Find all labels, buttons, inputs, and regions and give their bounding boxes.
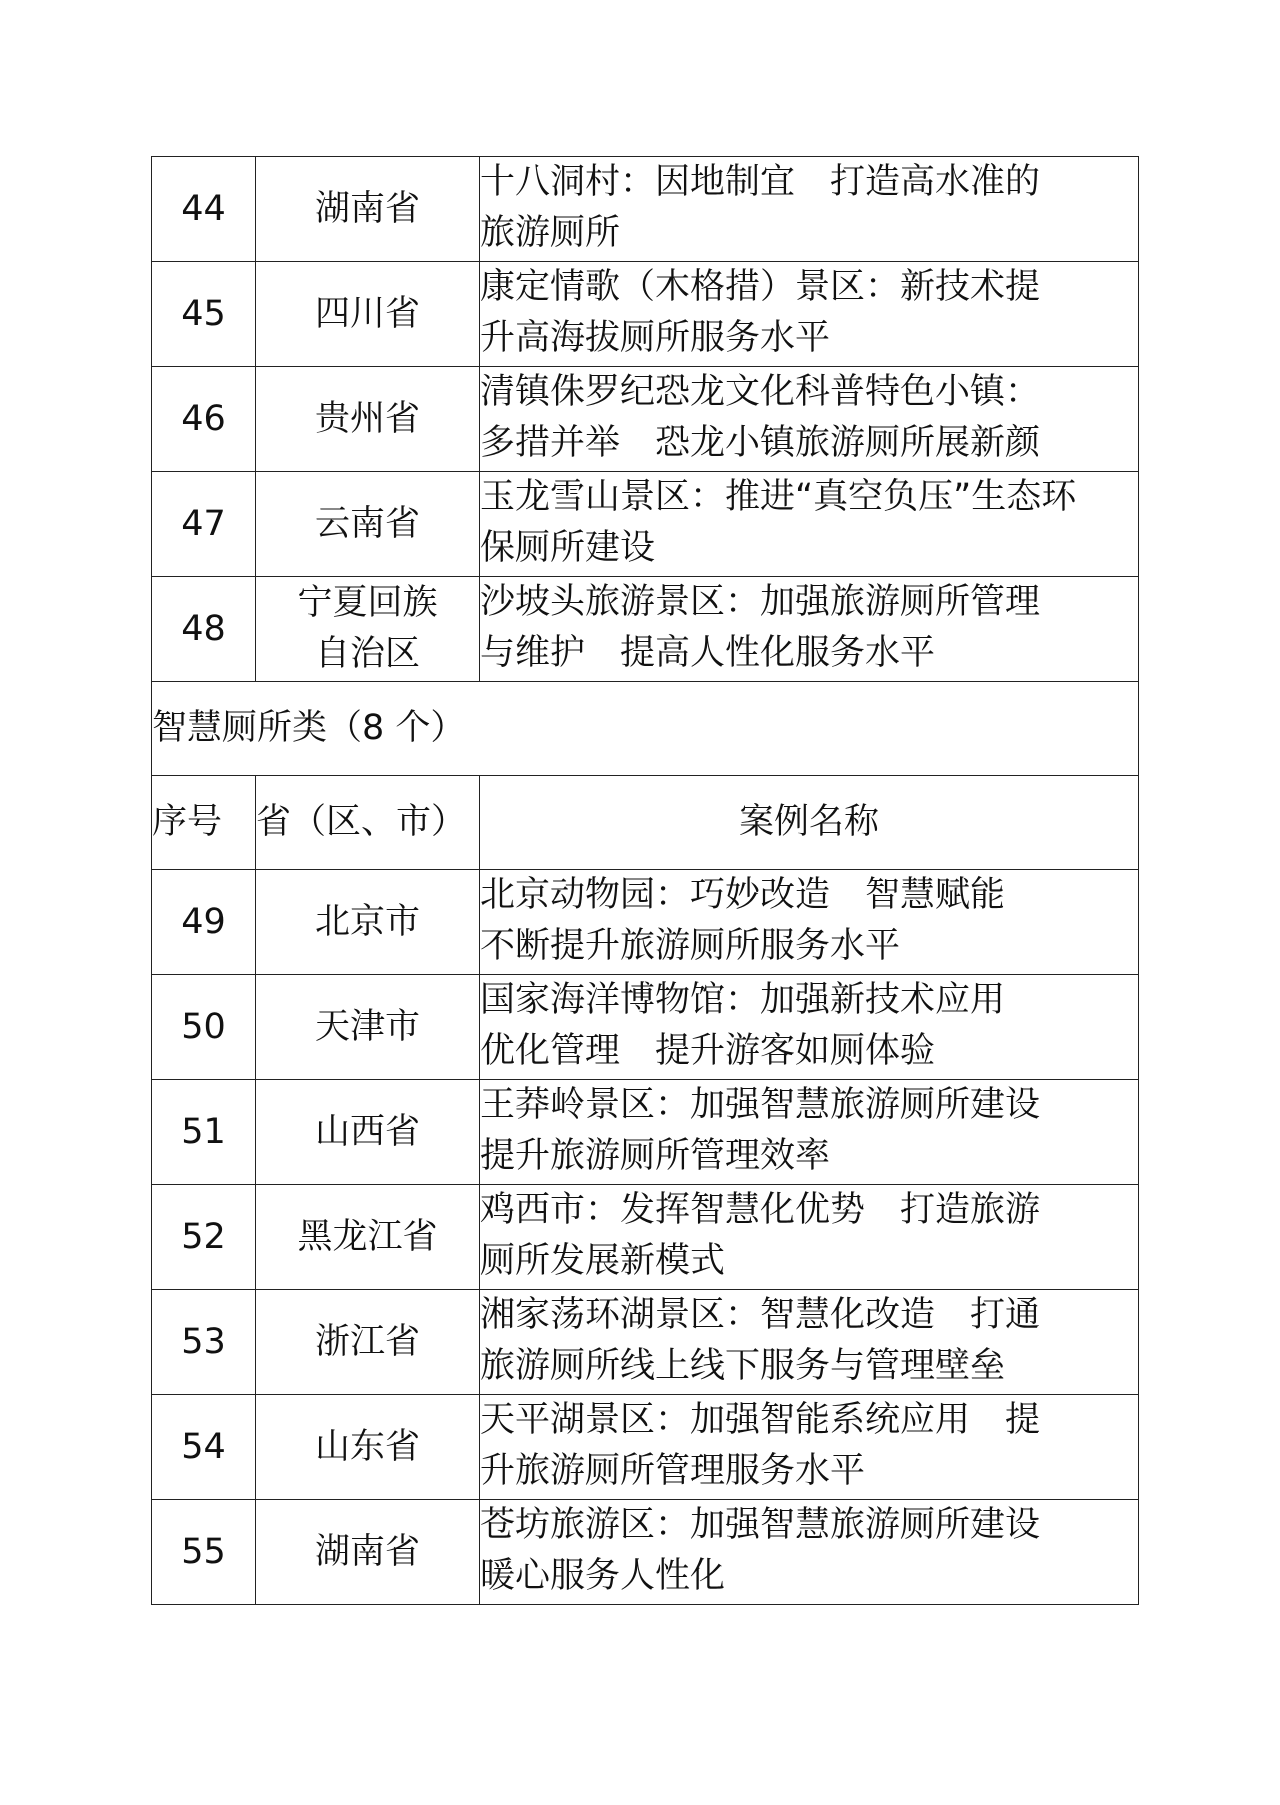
table-row: [152, 1500, 1139, 1605]
case-name-line: 天平湖景区：加强智能系统应用 提: [480, 1400, 1041, 1440]
case-name-line: 旅游厕所: [480, 213, 621, 253]
row-number: 52: [152, 1185, 256, 1290]
header-case-name: 案例名称: [480, 776, 1139, 870]
case-name-cell: [480, 367, 1139, 472]
table-row: [152, 1395, 1139, 1500]
case-name-cell: [480, 1395, 1139, 1500]
province-cell: 浙江省: [256, 1290, 480, 1395]
case-name-line: 暖心服务人性化: [480, 1556, 726, 1596]
case-name-cell: [480, 1185, 1139, 1290]
table-row: [152, 472, 1139, 577]
case-name-line: 康定情歌（木格措）景区：新技术提: [480, 267, 1041, 307]
row-number: 54: [152, 1395, 256, 1500]
province-cell: 天津市: [256, 975, 480, 1080]
header-row: [152, 776, 1139, 870]
case-name-line: 湘家荡环湖景区：智慧化改造 打通: [480, 1295, 1041, 1335]
province-cell: 山西省: [256, 1080, 480, 1185]
row-number: 46: [152, 367, 256, 472]
province-line: 自治区: [314, 634, 420, 674]
case-name-line: 国家海洋博物馆：加强新技术应用: [480, 980, 1006, 1020]
case-name-cell: [480, 1500, 1139, 1605]
table-row: [152, 1185, 1139, 1290]
case-name-line: 十八洞村：因地制宜 打造高水准的: [480, 162, 1041, 202]
case-name-cell: [480, 870, 1139, 975]
province-cell: [256, 577, 480, 682]
case-name-cell: [480, 1080, 1139, 1185]
table-row: [152, 157, 1139, 262]
case-name-line: 王莽岭景区：加强智慧旅游厕所建设: [480, 1085, 1041, 1125]
row-number: 50: [152, 975, 256, 1080]
case-table: [151, 156, 1139, 1605]
row-number: 47: [152, 472, 256, 577]
case-name-line: 沙坡头旅游景区：加强旅游厕所管理: [480, 582, 1041, 622]
case-name-line: 升高海拔厕所服务水平: [480, 318, 831, 358]
case-name-cell: [480, 157, 1139, 262]
case-name-line: 保厕所建设: [480, 528, 656, 568]
table-row: [152, 870, 1139, 975]
province-cell: 北京市: [256, 870, 480, 975]
row-number: 49: [152, 870, 256, 975]
case-name-line: 升旅游厕所管理服务水平: [480, 1451, 866, 1491]
header-province: 省（区、市）: [256, 776, 480, 870]
section-title: 智慧厕所类（8 个）: [152, 682, 1139, 776]
case-name-line: 清镇侏罗纪恐龙文化科普特色小镇：: [480, 372, 1041, 412]
province-cell: 四川省: [256, 262, 480, 367]
case-name-cell: [480, 472, 1139, 577]
case-name-cell: [480, 975, 1139, 1080]
row-number: 45: [152, 262, 256, 367]
table-row: [152, 367, 1139, 472]
case-name-line: 玉龙雪山景区：推进“真空负压”生态环: [480, 477, 1077, 517]
case-name-cell: [480, 1290, 1139, 1395]
table-row: [152, 262, 1139, 367]
case-name-line: 苍坊旅游区：加强智慧旅游厕所建设: [480, 1505, 1041, 1545]
case-name-line: 与维护 提高人性化服务水平: [480, 633, 936, 673]
row-number: 51: [152, 1080, 256, 1185]
case-name-cell: [480, 577, 1139, 682]
row-number: 48: [152, 577, 256, 682]
case-name-line: 厕所发展新模式: [480, 1241, 726, 1281]
case-name-line: 不断提升旅游厕所服务水平: [480, 926, 901, 966]
province-line: 宁夏回族: [297, 583, 438, 623]
table-row: [152, 1290, 1139, 1395]
province-cell: 云南省: [256, 472, 480, 577]
table-row: [152, 1080, 1139, 1185]
case-name-line: 提升旅游厕所管理效率: [480, 1136, 831, 1176]
province-cell: 黑龙江省: [256, 1185, 480, 1290]
row-number: 53: [152, 1290, 256, 1395]
case-name-line: 北京动物园：巧妙改造 智慧赋能: [480, 875, 1006, 915]
section-row: [152, 682, 1139, 776]
case-name-line: 旅游厕所线上线下服务与管理壁垒: [480, 1346, 1006, 1386]
row-number: 44: [152, 157, 256, 262]
province-cell: 湖南省: [256, 1500, 480, 1605]
row-number: 55: [152, 1500, 256, 1605]
header-number: 序号: [152, 776, 256, 870]
table-row: [152, 975, 1139, 1080]
table-row: [152, 577, 1139, 682]
province-cell: 山东省: [256, 1395, 480, 1500]
case-name-line: 多措并举 恐龙小镇旅游厕所展新颜: [480, 423, 1041, 463]
case-name-line: 优化管理 提升游客如厕体验: [480, 1031, 936, 1071]
province-cell: 贵州省: [256, 367, 480, 472]
province-cell: 湖南省: [256, 157, 480, 262]
case-name-cell: [480, 262, 1139, 367]
case-name-line: 鸡西市：发挥智慧化优势 打造旅游: [480, 1190, 1041, 1230]
